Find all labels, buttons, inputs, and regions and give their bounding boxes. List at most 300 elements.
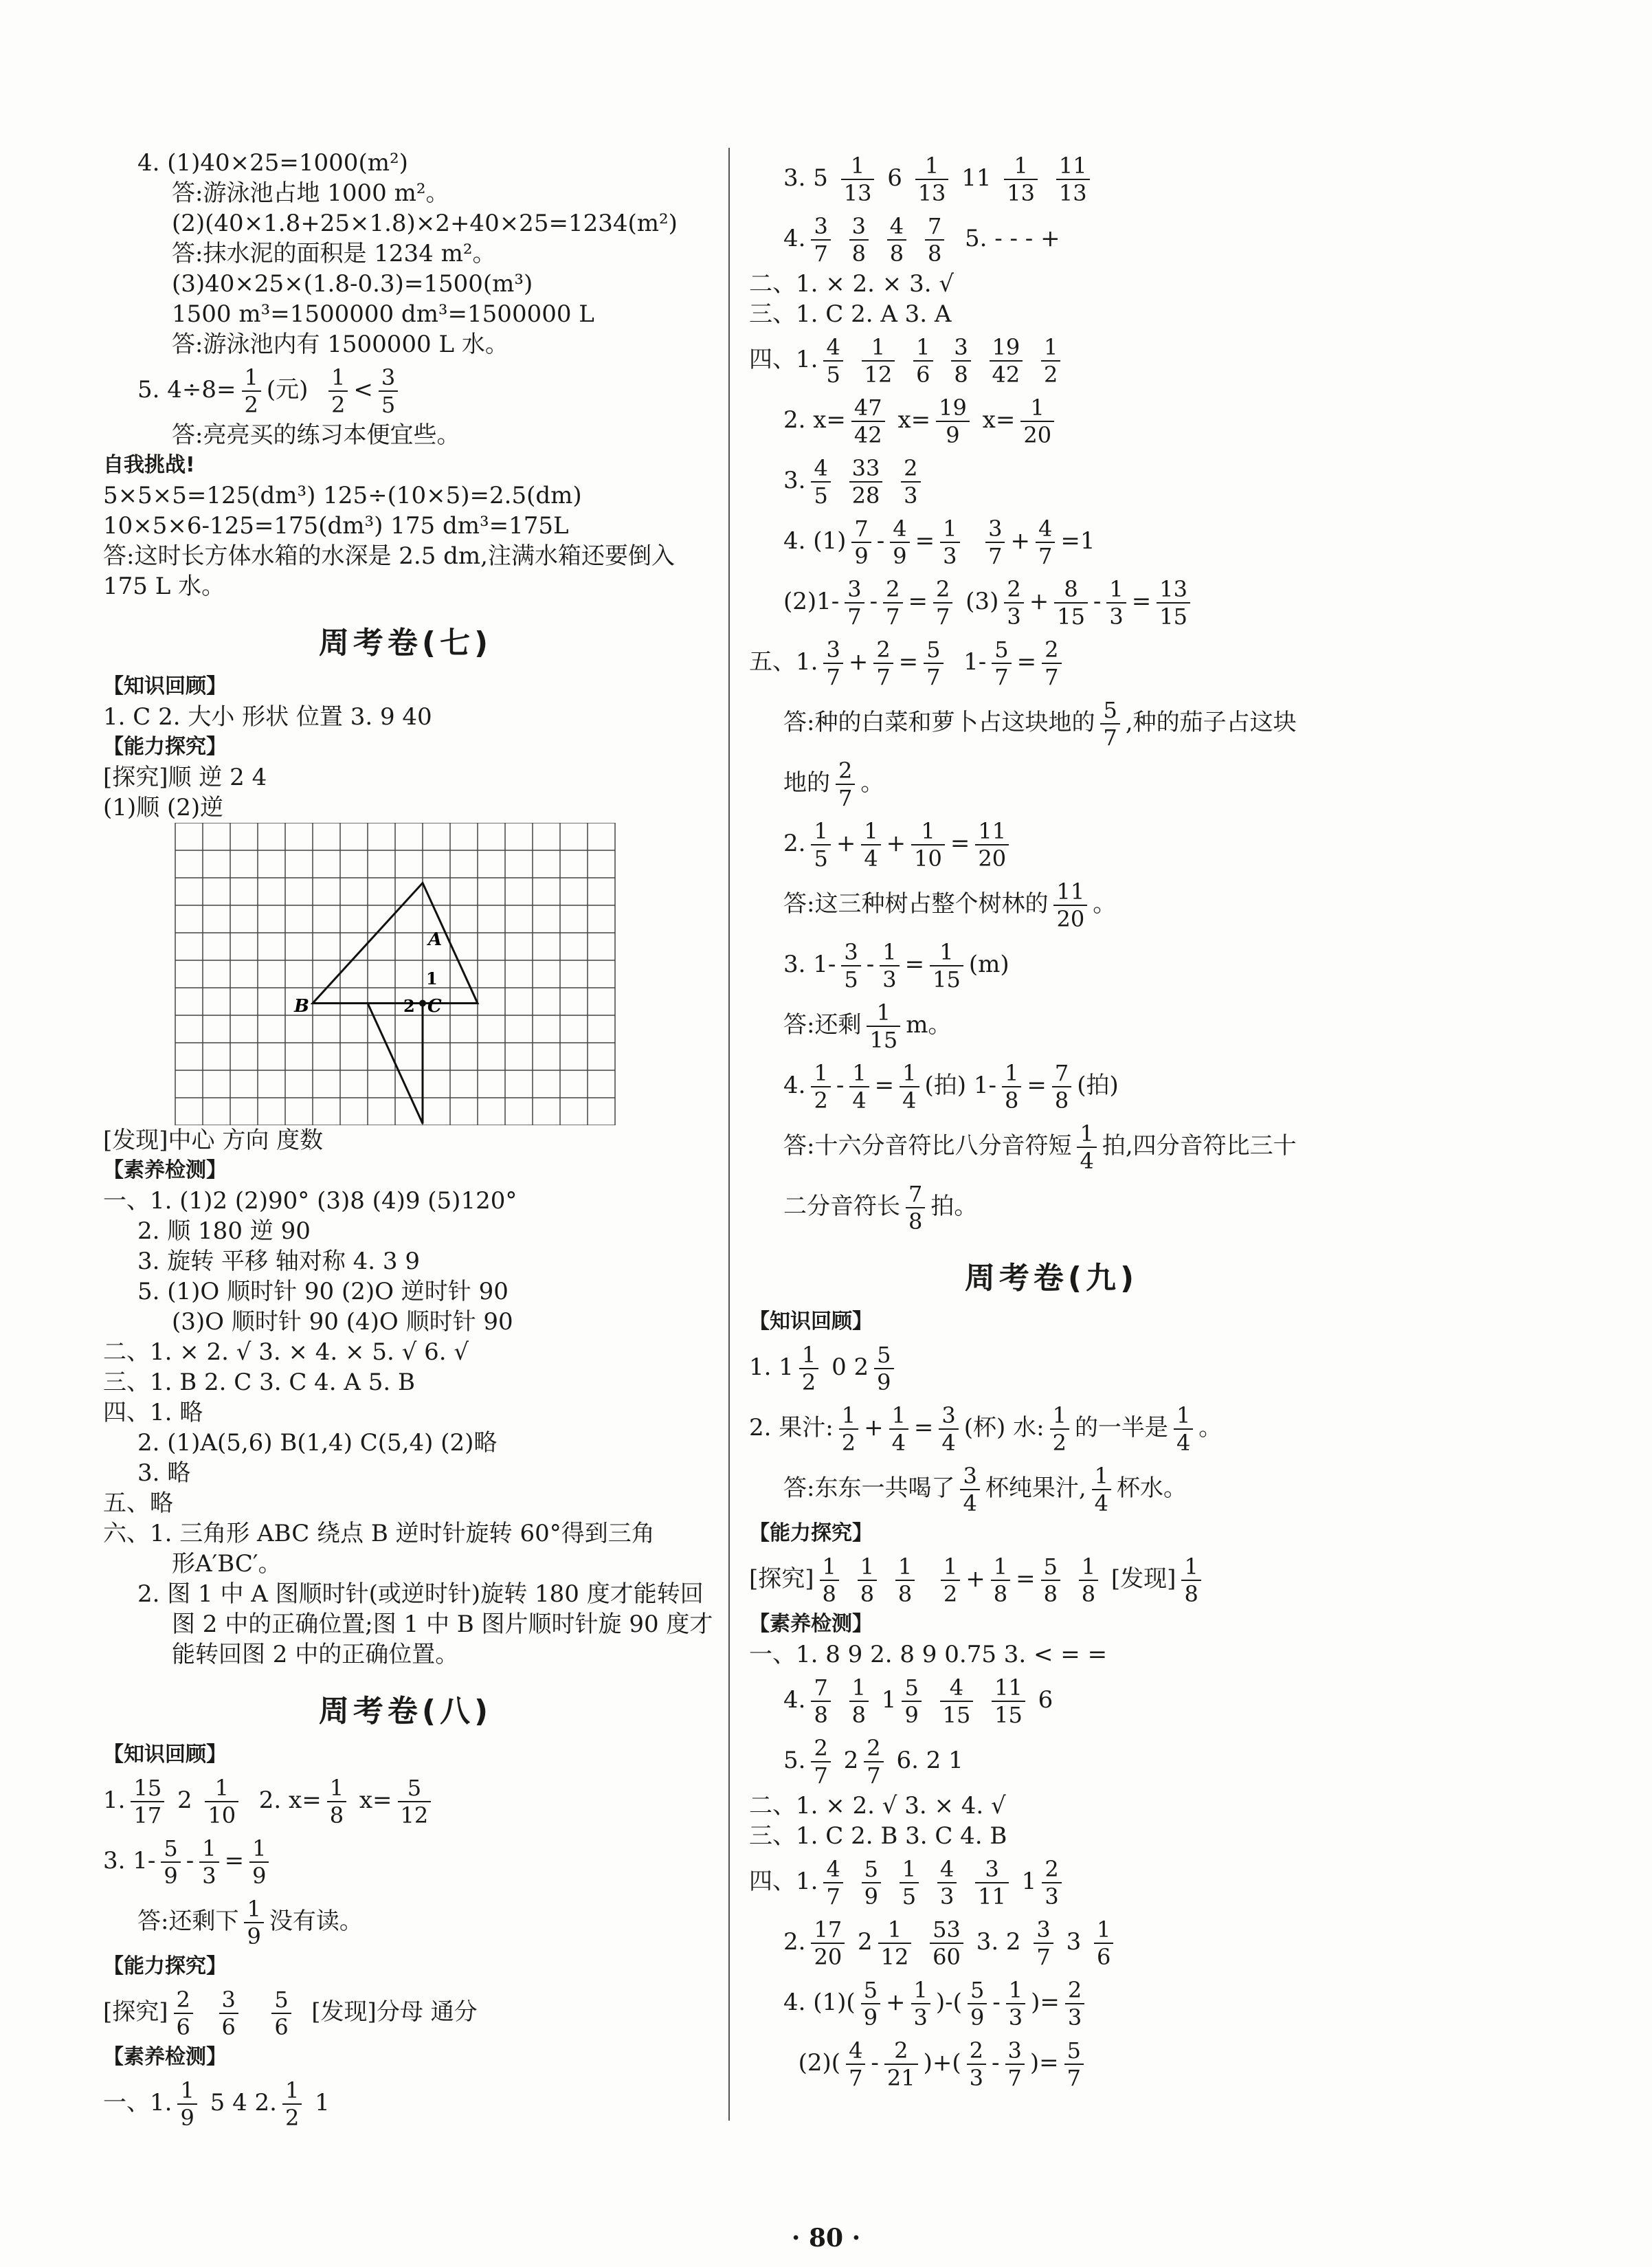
numerator: 3 [951,334,970,362]
denominator: 8 [889,241,904,267]
answer-line: 2. 图 1 中 A 图顺时针(或逆时针)旋转 180 度才能转回 [137,1580,704,1608]
text: = [913,1414,934,1441]
numerator: 1 [861,818,880,845]
answer-line [749,511,1354,571]
text: x= [359,1787,392,1814]
text: - [1093,588,1102,615]
text: 3 [1066,1928,1082,1956]
numerator: 1 [811,818,830,845]
numerator: 1 [1004,153,1038,180]
fraction [915,153,949,206]
numerator: 3 [841,939,860,966]
numerator: 11 [1056,153,1090,180]
answer-line: 3. 略 [137,1459,191,1487]
numerator: 19 [990,334,1023,362]
section-heading: 【素养检测】 [103,2045,227,2069]
denominator: 4 [963,1490,977,1516]
rotation-grid-figure [103,823,708,1125]
denominator: 13 [1058,180,1087,206]
answer-line [103,1982,708,2042]
fraction [911,1977,930,2031]
text: 1. [103,1787,126,1814]
answer-line [749,1972,1354,2033]
text: =1 [1060,527,1095,555]
fraction [1042,1856,1061,1910]
text: = [1027,1072,1047,1099]
denominator: 4 [1176,1430,1191,1456]
text: = [908,588,928,615]
answer-line [103,1891,708,1951]
page-number: · 80 · [791,2224,861,2253]
fraction [851,516,871,569]
text: 6 [1038,1686,1053,1714]
fraction [861,1977,880,2031]
denominator: 5 [844,966,858,993]
fraction [1052,1060,1071,1114]
denominator: 4 [941,1430,956,1456]
numerator: 3 [939,1402,958,1430]
answer-line: 1. C 2. 大小 形状 位置 3. 9 40 [103,703,432,731]
denominator: 7 [838,785,853,811]
answer-line [749,813,1354,874]
answer-line: 二、1. × 2. √ 3. × 4. √ [749,1792,1006,1820]
numerator: 2 [967,2037,986,2065]
text: 3. [783,467,806,494]
text: 4. (1) [783,527,847,555]
denominator: 13 [1007,180,1036,206]
denominator: 6 [176,2014,190,2040]
text: 地的 [783,769,830,797]
text: 拍。 [930,1193,978,1220]
section-heading: 【知识回顾】 [749,1309,873,1334]
fraction [811,213,830,267]
answer-line: 图 2 中的正确位置;图 1 中 B 图片顺时针旋 90 度才 [172,1611,713,1638]
answer-line: [发现]中心 方向 度数 [103,1127,324,1154]
text: ,种的茄子占这块 [1125,709,1297,736]
fraction [841,939,860,993]
numerator: 2 [811,1735,830,1762]
numerator: 3 [975,1856,1009,1883]
text: )= [1031,1989,1060,2016]
answer-line: 2. 顺 180 逆 90 [137,1217,311,1245]
fraction [849,455,883,509]
answer-line [749,450,1354,511]
answer-line: 答:游泳池内有 1500000 L 水。 [172,331,509,358]
numerator: 1 [839,1402,858,1430]
numerator: 5 [161,1835,180,1863]
fraction [398,1775,432,1828]
numerator: 2 [1042,637,1061,664]
answer-line [749,1730,1354,1791]
text: 四、1. [749,1868,818,1895]
fraction [1041,1553,1060,1607]
answer-line [749,1337,1354,1397]
denominator: 9 [164,1863,178,1889]
denominator: 7 [1038,543,1053,569]
answer-line: 答:亮亮买的练习本便宜些。 [172,421,460,449]
numerator: 1 [242,364,261,392]
rotation-center-point [419,1000,426,1007]
fraction [873,637,893,690]
answer-line [749,1549,1354,1609]
denominator: 3 [943,543,957,569]
answer-line: 答:抹水泥的面积是 1234 m²。 [172,240,496,267]
numerator: 1 [1092,1463,1111,1490]
denominator: 9 [180,2105,194,2131]
answer-line: 二、1. × 2. × 3. √ [749,270,954,298]
numerator: 4 [811,455,830,483]
text: 一、1. [103,2089,172,2116]
answer-line [749,753,1354,813]
text: 。 [1198,1414,1223,1441]
numerator: 1 [328,364,348,392]
fraction [975,1856,1009,1910]
denominator: 9 [877,1369,891,1395]
text: 5 4 2. [210,2089,277,2116]
answer-line [749,934,1354,995]
fraction [811,1060,830,1114]
denominator: 5 [381,392,396,418]
text: [探究] [749,1565,814,1593]
denominator: 8 [927,241,942,267]
denominator: 11 [978,1883,1006,1910]
text: 1. 1 [749,1353,794,1381]
numerator: 2 [174,1987,193,2014]
numerator: 53 [930,1916,963,1944]
denominator: 8 [1054,1087,1069,1114]
fraction [839,1402,858,1456]
text: 没有读。 [269,1907,363,1935]
denominator: 2 [1044,362,1058,388]
denominator: 7 [936,604,950,630]
numerator: 3 [985,516,1005,543]
text: 答:种的白菜和萝卜占这块地的 [783,709,1095,736]
text: + [965,1565,985,1593]
fraction [1036,516,1055,569]
numerator: 5 [1064,2037,1084,2065]
answer-line [749,329,1354,390]
numerator: 3 [811,213,830,241]
fraction [849,1060,869,1114]
section-title: 周考卷(八) [318,1694,493,1729]
text: < [353,376,373,403]
denominator: 7 [1067,2065,1082,2091]
denominator: 12 [864,362,893,388]
section-heading: 【知识回顾】 [103,1743,227,1767]
section-heading: 【素养检测】 [749,1612,873,1636]
denominator: 7 [867,1762,881,1789]
text: 5. [783,1747,806,1774]
text: 2. [783,830,806,857]
section-heading: 【能力探究】 [103,735,227,759]
answer-line: 六、1. 三角形 ABC 绕点 B 逆时针旋转 60°得到三角 [103,1520,655,1547]
answer-line: 2. (1)A(5,6) B(1,4) C(5,4) (2)略 [137,1429,498,1457]
numerator: 3 [845,576,864,604]
denominator: 5 [826,362,840,388]
fraction [924,637,943,690]
numerator: 5 [862,1856,881,1883]
text: = [950,830,970,857]
text: 。 [860,769,884,797]
text: - [992,1989,1001,2016]
text: 4. [783,1072,806,1099]
text: 答:东东一共喝了 [783,1474,955,1502]
text: 2. x= [258,1787,322,1814]
text: x= [897,406,931,434]
denominator: 7 [849,2065,863,2091]
numerator: 11 [1053,878,1087,906]
numerator: 1 [811,1060,830,1087]
numerator: 2 [1065,1977,1084,2004]
answer-line: 三、1. C 2. A 3. A [749,300,952,328]
text: 四、1. [749,346,818,373]
fraction [379,364,398,418]
denominator: 4 [891,1430,906,1456]
text: 1 [881,1686,897,1714]
fraction [1042,637,1061,690]
numerator: 1 [915,153,949,180]
fraction [1079,1553,1098,1607]
numerator: 1 [327,1775,346,1802]
fraction [902,1674,921,1728]
numerator: 17 [811,1916,845,1944]
numerator: 2 [884,2037,918,2065]
numerator: 11 [975,818,1009,845]
section-heading: 【能力探究】 [103,1954,227,1978]
answer-line [749,1458,1354,1518]
denominator: 3 [913,2004,928,2031]
text: 答:还剩下 [137,1907,239,1935]
fraction [992,1674,1025,1728]
numerator: 1 [1079,1553,1098,1581]
denominator: 8 [1081,1581,1096,1607]
denominator: 5 [814,483,828,509]
text: + [848,648,869,676]
numerator: 1 [913,334,933,362]
numerator: 1 [849,1060,869,1087]
denominator: 17 [133,1802,162,1828]
numerator: 11 [992,1674,1025,1702]
denominator: 8 [1184,1581,1198,1607]
fraction [1002,1060,1021,1114]
grid-label-1: 1 [426,969,438,988]
denominator: 15 [869,1027,898,1053]
fraction [1004,576,1023,630]
numerator: 1 [867,999,900,1027]
text: 5. - - - + [964,225,1060,252]
fraction [1077,1120,1096,1174]
fraction [282,2077,302,2131]
text: 4. (1)( [783,1989,856,2016]
section-heading: 自我挑战! [103,453,195,477]
denominator: 10 [914,845,942,872]
text: + [886,830,906,857]
answer-line [749,148,1354,208]
fraction [985,516,1005,569]
numerator: 5 [398,1775,432,1802]
fraction [937,1856,957,1910]
denominator: 6 [274,2014,289,2040]
denominator: 28 [851,483,880,509]
text: 2 [177,1787,192,1814]
numerator: 5 [902,1674,921,1702]
denominator: 13 [843,180,872,206]
text: - [876,527,885,555]
text: [发现] [1110,1565,1176,1593]
fraction [1157,576,1190,630]
numerator: 47 [851,395,885,422]
numerator: 1 [1094,1916,1113,1944]
answer-line: 5. (1)O 顺时针 90 (2)O 逆时针 90 [137,1278,509,1305]
numerator: 1 [1077,1120,1096,1148]
fraction [939,1402,958,1456]
text: 2. x= [783,406,846,434]
fraction [811,1916,845,1970]
text: (3) [965,588,999,615]
fraction [968,1977,987,2031]
numerator: 4 [937,1856,957,1883]
fraction [1005,2037,1025,2091]
fraction [864,1735,883,1789]
text: - [871,2049,879,2077]
fraction [1065,1977,1084,2031]
fraction [925,213,944,267]
numerator: 1 [991,1553,1010,1581]
text: = [915,527,935,555]
fraction [1053,878,1087,932]
text: )= [1029,2049,1059,2077]
numerator: 4 [887,213,906,241]
denominator: 21 [886,2065,915,2091]
answer-line [749,1055,1354,1116]
numerator: 1 [911,1977,930,2004]
answer-line: 二、1. × 2. √ 3. × 4. × 5. √ 6. √ [103,1338,469,1366]
answer-line: 五、略 [103,1490,173,1517]
fraction [967,2037,986,2091]
text: 0 2 [831,1353,869,1381]
numerator: 3 [960,1463,979,1490]
text: + [1029,588,1049,615]
fraction [930,939,963,993]
denominator: 5 [814,845,828,872]
text: 1 [1021,1868,1037,1895]
text: 1 [315,2089,330,2116]
text: )-( [935,1989,962,2016]
denominator: 9 [893,543,907,569]
fraction [328,364,348,418]
text: 2 [843,1747,859,1774]
fraction [811,1674,830,1728]
text: = [1016,648,1037,676]
text: 3. 1- [783,951,836,978]
text: = [898,648,919,676]
fraction [1181,1553,1201,1607]
numerator: 1 [841,153,875,180]
denominator: 6 [916,362,930,388]
denominator: 15 [933,966,961,993]
numerator: 7 [851,516,871,543]
fraction [205,1775,238,1828]
denominator: 7 [814,1762,828,1789]
denominator: 7 [994,664,1009,690]
numerator: 5 [1100,697,1119,725]
fraction [878,1916,912,1970]
fraction [1056,153,1090,206]
text: 2 [857,1928,873,1956]
fraction [1106,576,1126,630]
denominator: 8 [822,1581,836,1607]
fraction [823,637,842,690]
numerator: 2 [873,637,893,664]
answer-line: 1500 m³=1500000 dm³=1500000 L [172,300,594,328]
answer-line [749,571,1354,632]
numerator: 1 [799,1342,818,1369]
fraction [242,364,261,418]
denominator: 5 [902,1883,917,1910]
numerator: 2 [1042,1856,1061,1883]
fraction [975,818,1009,872]
denominator: 7 [1045,664,1059,690]
numerator: 4 [940,1674,974,1702]
numerator: 1 [1041,334,1060,362]
numerator: 4 [1036,516,1055,543]
section-title: 周考卷(七) [318,626,493,661]
answer-line [749,995,1354,1055]
denominator: 2 [801,1369,816,1395]
text: 答:还剩 [783,1011,862,1039]
grid-label-b: B [294,996,309,1017]
text: 6. 2 1 [896,1747,963,1774]
denominator: 6 [1097,1944,1111,1970]
fraction [1050,1402,1069,1456]
numerator: 2 [1004,576,1023,604]
denominator: 4 [852,1087,867,1114]
fraction [846,2037,865,2091]
denominator: 9 [863,2004,878,2031]
denominator: 8 [897,1581,913,1607]
answer-line [749,2033,1354,2093]
fraction [161,1835,180,1889]
fraction [900,1856,919,1910]
numerator: 1 [940,516,959,543]
denominator: 7 [876,664,891,690]
answer-line: 10×5×6-125=175(dm³) 175 dm³=175L [103,512,569,540]
numerator: 1 [205,1775,238,1802]
numerator: 2 [864,1735,883,1762]
text: [探究] [103,1998,168,2026]
answer-line: 三、1. C 2. B 3. C 4. B [749,1822,1007,1850]
denominator: 7 [814,241,828,267]
denominator: 2 [244,392,258,418]
text: = [1016,1565,1036,1593]
text: (m) [968,951,1009,978]
numerator: 2 [883,576,902,604]
fraction [890,516,909,569]
fraction [906,1181,925,1235]
denominator: 3 [969,2065,984,2091]
fraction [799,1342,818,1395]
denominator: 8 [860,1581,875,1607]
numerator: 1 [895,1553,915,1581]
text: + [1010,527,1030,555]
answer-line [103,2072,708,2133]
denominator: 2 [943,1581,958,1607]
numerator: 7 [811,1674,830,1702]
numerator: 1 [199,1835,219,1863]
text: - [992,2049,1000,2077]
answer-line [749,1397,1354,1458]
fraction [874,1342,893,1395]
